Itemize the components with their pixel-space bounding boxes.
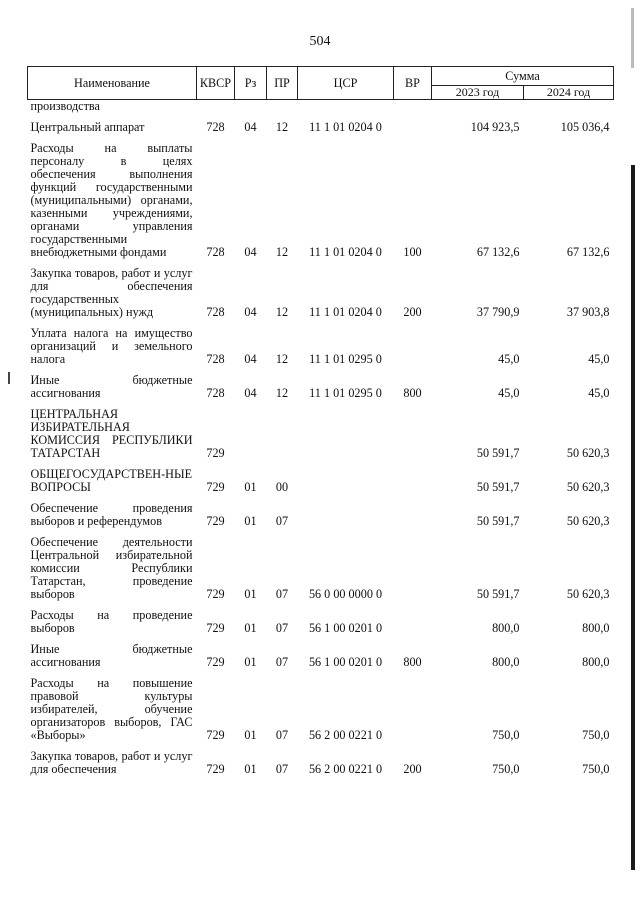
cell-vr: [394, 100, 432, 118]
cell-kvsr: 729: [206, 446, 225, 460]
table-row: [28, 532, 614, 605]
cell-2024: 105 036,4: [560, 120, 610, 134]
budget-table: [27, 66, 614, 780]
cell-vr: 100: [403, 245, 422, 259]
cell-pr: 07: [275, 728, 289, 742]
cell-rz: 04: [244, 352, 257, 366]
cell-csr: [298, 498, 394, 532]
header-name: Наименование: [28, 67, 197, 100]
cell-2023: 800,0: [492, 655, 520, 669]
cell-rz: [235, 404, 267, 464]
cell-2023: 45,0: [498, 352, 520, 366]
cell-kvsr: 729: [206, 621, 225, 635]
cell-vr: [394, 464, 432, 498]
cell-2024: 50 620,3: [566, 480, 610, 494]
cell-name: ОБЩЕГОСУДАРСТВЕН-НЫЕ ВОПРОСЫ: [30, 467, 193, 494]
cell-rz: 01: [244, 514, 257, 528]
cell-csr: [298, 100, 394, 118]
cell-kvsr: 729: [206, 728, 225, 742]
header-pr: ПР: [267, 67, 298, 100]
cell-2024: 50 620,3: [566, 446, 610, 460]
cell-csr: [298, 404, 394, 464]
cell-2024: 800,0: [582, 655, 610, 669]
table-row: [28, 498, 614, 532]
cell-2023: 104 923,5: [470, 120, 520, 134]
header-year-2023: 2023 год: [432, 86, 524, 100]
cell-vr: 800: [403, 386, 422, 400]
table-row: [28, 404, 614, 464]
cell-rz: 04: [244, 120, 257, 134]
cell-name: производства: [30, 99, 100, 113]
cell-pr: 07: [275, 514, 289, 528]
cell-name: Расходы на проведение выборов: [30, 608, 193, 635]
cell-vr: [394, 404, 432, 464]
page-number: 504: [309, 34, 331, 49]
cell-2023: 750,0: [492, 728, 520, 742]
cell-name: Иные бюджетные ассигнования: [30, 642, 193, 669]
cell-rz: 01: [244, 621, 257, 635]
cell-name: Уплата налога на имущество организаций и земельного налога: [30, 326, 193, 366]
table-row: [28, 673, 614, 746]
cell-pr: 12: [275, 305, 289, 319]
cell-pr: 07: [275, 762, 289, 776]
header-kvsr: КВСР: [197, 67, 235, 100]
cell-csr: 11 1 01 0204 0: [309, 120, 382, 134]
cell-vr: [394, 673, 432, 746]
scan-edge-bar: [631, 165, 635, 870]
cell-name: Расходы на повышение правовой культуры избирателей, обучение организаторов выборов, ГАС «Выборы»: [30, 676, 193, 742]
cell-vr: [394, 117, 432, 138]
cell-name: Обеспечение деятельности Центральной избирательной комиссии Республики Татарстан, проведение выборов: [30, 535, 193, 601]
cell-pr: 00: [275, 480, 289, 494]
cell-kvsr: 728: [206, 305, 225, 319]
cell-2024: 50 620,3: [566, 587, 610, 601]
cell-2024: 45,0: [588, 352, 610, 366]
cell-kvsr: 728: [206, 120, 225, 134]
cell-2024: 750,0: [582, 728, 610, 742]
cell-2023: [432, 100, 524, 118]
table-body: [28, 100, 614, 781]
header-rz: Рз: [235, 67, 267, 100]
cell-rz: [235, 100, 267, 118]
table-row: [28, 323, 614, 370]
table-row: [28, 639, 614, 673]
cell-2023: 750,0: [492, 762, 520, 776]
header-year-2024: 2024 год: [524, 86, 614, 100]
table-row: [28, 138, 614, 263]
cell-csr: 11 1 01 0295 0: [309, 386, 382, 400]
cell-name: ЦЕНТРАЛЬНАЯ ИЗБИРАТЕЛЬНАЯ КОМИССИЯ РЕСПУБЛИКИ ТАТАРСТАН: [30, 407, 193, 460]
cell-rz: 04: [244, 386, 257, 400]
cell-2024: 750,0: [582, 762, 610, 776]
cell-csr: 11 1 01 0204 0: [309, 305, 382, 319]
cell-name: Иные бюджетные ассигнования: [30, 373, 193, 400]
cell-rz: 01: [244, 480, 257, 494]
cell-kvsr: 729: [206, 587, 225, 601]
cell-vr: [394, 605, 432, 639]
cell-rz: 01: [244, 655, 257, 669]
cell-csr: 56 2 00 0221 0: [308, 728, 383, 742]
cell-2024: 800,0: [582, 621, 610, 635]
cell-name: Закупка товаров, работ и услуг для обеспечения государственных (муниципальных) нужд: [30, 266, 193, 319]
cell-kvsr: 728: [206, 386, 225, 400]
cell-2024: 50 620,3: [566, 514, 610, 528]
table-header: [28, 67, 614, 100]
table-row: [28, 605, 614, 639]
cell-kvsr: 729: [206, 480, 225, 494]
header-sum: Сумма: [432, 67, 614, 86]
cell-kvsr: [197, 100, 235, 118]
cell-name: Обеспечение проведения выборов и референдумов: [30, 501, 193, 528]
cell-pr: 07: [275, 621, 289, 635]
cell-csr: 11 1 01 0295 0: [309, 352, 382, 366]
cell-2024: 37 903,8: [566, 305, 610, 319]
cell-csr: 56 0 00 0000 0: [308, 587, 383, 601]
cell-rz: 01: [244, 587, 257, 601]
header-csr: ЦСР: [298, 67, 394, 100]
cell-kvsr: 729: [206, 514, 225, 528]
cell-vr: 200: [403, 762, 422, 776]
cell-rz: 01: [244, 762, 257, 776]
cell-name: Центральный аппарат: [30, 120, 145, 134]
cell-vr: 200: [403, 305, 422, 319]
cell-rz: 04: [244, 245, 257, 259]
scan-mark: [8, 372, 10, 384]
cell-2023: 50 591,7: [476, 514, 520, 528]
cell-pr: 12: [275, 352, 289, 366]
cell-pr: [267, 100, 298, 118]
cell-kvsr: 728: [206, 245, 225, 259]
cell-csr: 56 1 00 0201 0: [308, 621, 383, 635]
cell-pr: 07: [275, 655, 289, 669]
cell-2023: 50 591,7: [476, 446, 520, 460]
table-row: [28, 746, 614, 780]
cell-csr: 11 1 01 0204 0: [309, 245, 382, 259]
cell-pr: 12: [275, 120, 289, 134]
cell-2024: 67 132,6: [566, 245, 610, 259]
cell-pr: [267, 404, 298, 464]
table-row: [28, 464, 614, 498]
cell-2023: 45,0: [498, 386, 520, 400]
cell-rz: 01: [244, 728, 257, 742]
table-row: [28, 117, 614, 138]
cell-name: Закупка товаров, работ и услуг для обеспечения: [30, 749, 193, 776]
table-row: [28, 100, 614, 118]
cell-2023: 50 591,7: [476, 587, 520, 601]
cell-2024: 45,0: [588, 386, 610, 400]
header-vr: ВР: [394, 67, 432, 100]
cell-kvsr: 728: [206, 352, 225, 366]
cell-2023: 37 790,9: [476, 305, 520, 319]
cell-kvsr: 729: [206, 762, 225, 776]
cell-vr: [394, 532, 432, 605]
cell-vr: [394, 498, 432, 532]
cell-kvsr: 729: [206, 655, 225, 669]
cell-csr: [298, 464, 394, 498]
cell-pr: 12: [275, 386, 289, 400]
cell-2024: [524, 100, 614, 118]
cell-csr: 56 2 00 0221 0: [308, 762, 383, 776]
cell-rz: 04: [244, 305, 257, 319]
cell-name: Расходы на выплаты персоналу в целях обеспечения выполнения функций государственными (муниципальными) органами, казенными учреждениями, органами управления государственными внебюджетными фондами: [30, 141, 193, 259]
cell-csr: 56 1 00 0201 0: [308, 655, 383, 669]
table-row: [28, 370, 614, 404]
table-row: [28, 263, 614, 323]
cell-pr: 12: [275, 245, 289, 259]
scan-mark: [631, 8, 634, 68]
cell-pr: 07: [275, 587, 289, 601]
cell-2023: 67 132,6: [476, 245, 520, 259]
cell-2023: 50 591,7: [476, 480, 520, 494]
cell-vr: [394, 323, 432, 370]
cell-vr: 800: [403, 655, 422, 669]
cell-2023: 800,0: [492, 621, 520, 635]
